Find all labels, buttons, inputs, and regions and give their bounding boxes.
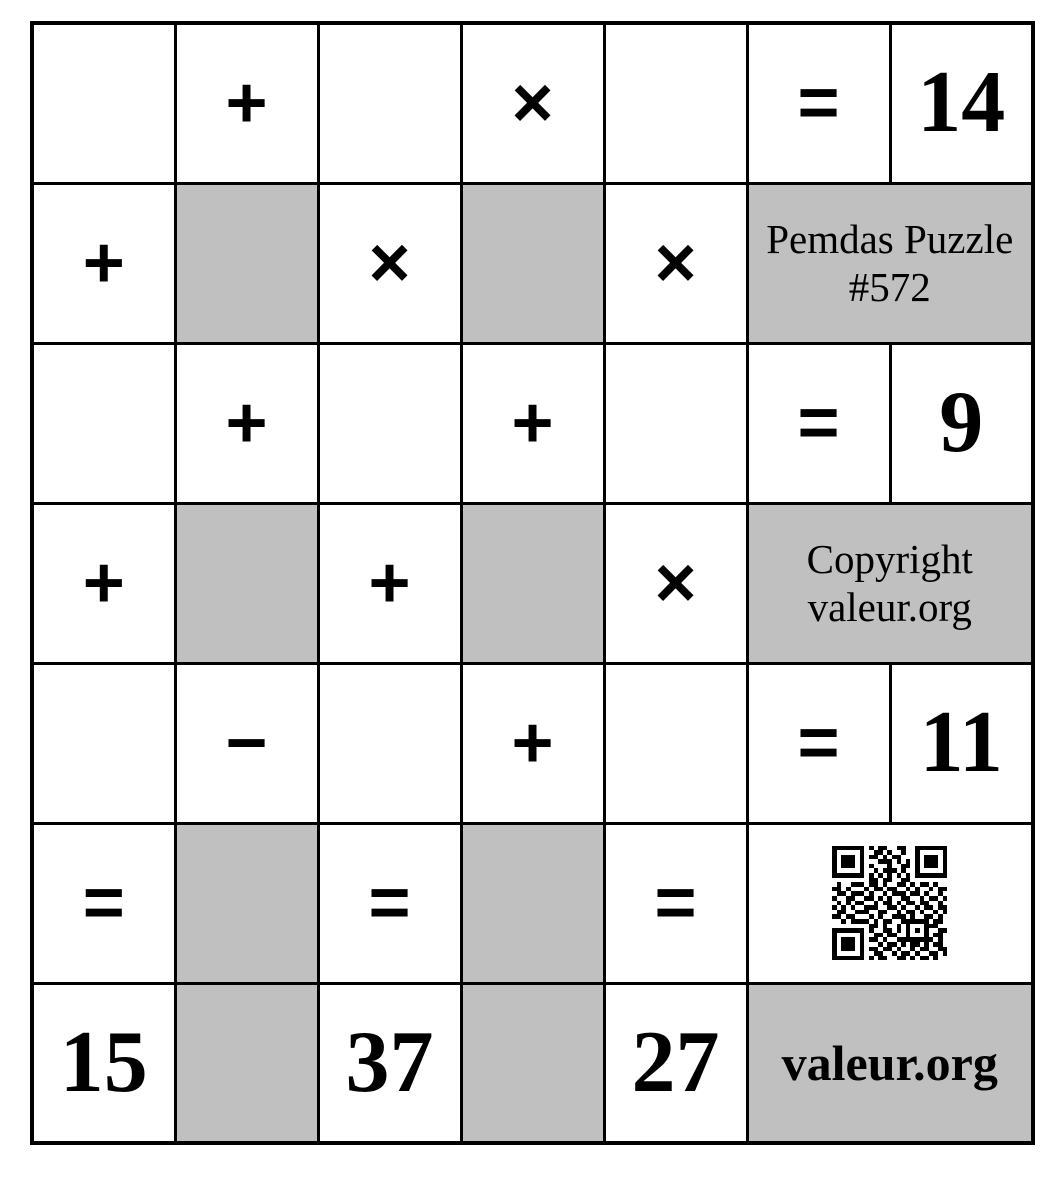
puzzle-title-line1: Pemdas Puzzle [766,215,1014,262]
result-cell-r7c3: 37 [318,983,461,1143]
filler-cell-r6c4 [461,823,604,983]
operator-cell-r3c4: + [461,343,604,503]
qr-cell [747,823,1033,983]
filler-cell-r7c4 [461,983,604,1143]
equals-cell-r3c6: = [747,343,890,503]
operator-cell-r2c3: × [318,183,461,343]
puzzle-row-7 [32,983,1033,1143]
answer-cell-r3c3 [318,343,461,503]
puzzle-row-6 [32,823,1033,983]
filler-cell-r2c4 [461,183,604,343]
operator-cell-r5c4: + [461,663,604,823]
answer-cell-r1c5 [604,23,747,183]
answer-cell-r3c5 [604,343,747,503]
equals-cell-r6c3: = [318,823,461,983]
operator-cell-r4c1: + [32,503,175,663]
operator-cell-r5c2: − [175,663,318,823]
answer-cell-r5c1 [32,663,175,823]
operator-cell-r4c3: + [318,503,461,663]
answer-cell-r5c5 [604,663,747,823]
operator-cell-r2c5: × [604,183,747,343]
copyright-line1: Copyright [806,535,973,582]
puzzle-row-4 [32,503,1033,663]
result-cell-r7c1: 15 [32,983,175,1143]
puzzle-row-1 [32,23,1033,183]
puzzle-row-3 [32,343,1033,503]
filler-cell-r6c2 [175,823,318,983]
qr-code-icon [832,846,947,961]
puzzle-row-2 [32,183,1033,343]
equals-cell-r1c6: = [747,23,890,183]
answer-cell-r5c3 [318,663,461,823]
puzzle-number: #572 [848,264,931,310]
pemdas-puzzle-grid [30,21,1035,1145]
puzzle-row-5 [32,663,1033,823]
answer-cell-r1c1 [32,23,175,183]
operator-cell-r4c5: × [604,503,747,663]
operator-cell-r2c1: + [32,183,175,343]
filler-cell-r2c2 [175,183,318,343]
result-cell-r3c7: 9 [890,343,1033,503]
filler-cell-r4c2 [175,503,318,663]
copyright-line2: valeur.org [807,584,972,630]
result-cell-r1c7: 14 [890,23,1033,183]
answer-cell-r1c3 [318,23,461,183]
operator-cell-r1c4: × [461,23,604,183]
equals-cell-r6c5: = [604,823,747,983]
operator-cell-r3c2: + [175,343,318,503]
filler-cell-r4c4 [461,503,604,663]
filler-cell-r7c2 [175,983,318,1143]
result-cell-r5c7: 11 [890,663,1033,823]
equals-cell-r6c1: = [32,823,175,983]
copyright-cell [747,503,1033,663]
result-cell-r7c5: 27 [604,983,747,1143]
answer-cell-r3c1 [32,343,175,503]
operator-cell-r1c2: + [175,23,318,183]
brand-cell: valeur.org [747,983,1033,1143]
equals-cell-r5c6: = [747,663,890,823]
puzzle-title-cell [747,183,1033,343]
